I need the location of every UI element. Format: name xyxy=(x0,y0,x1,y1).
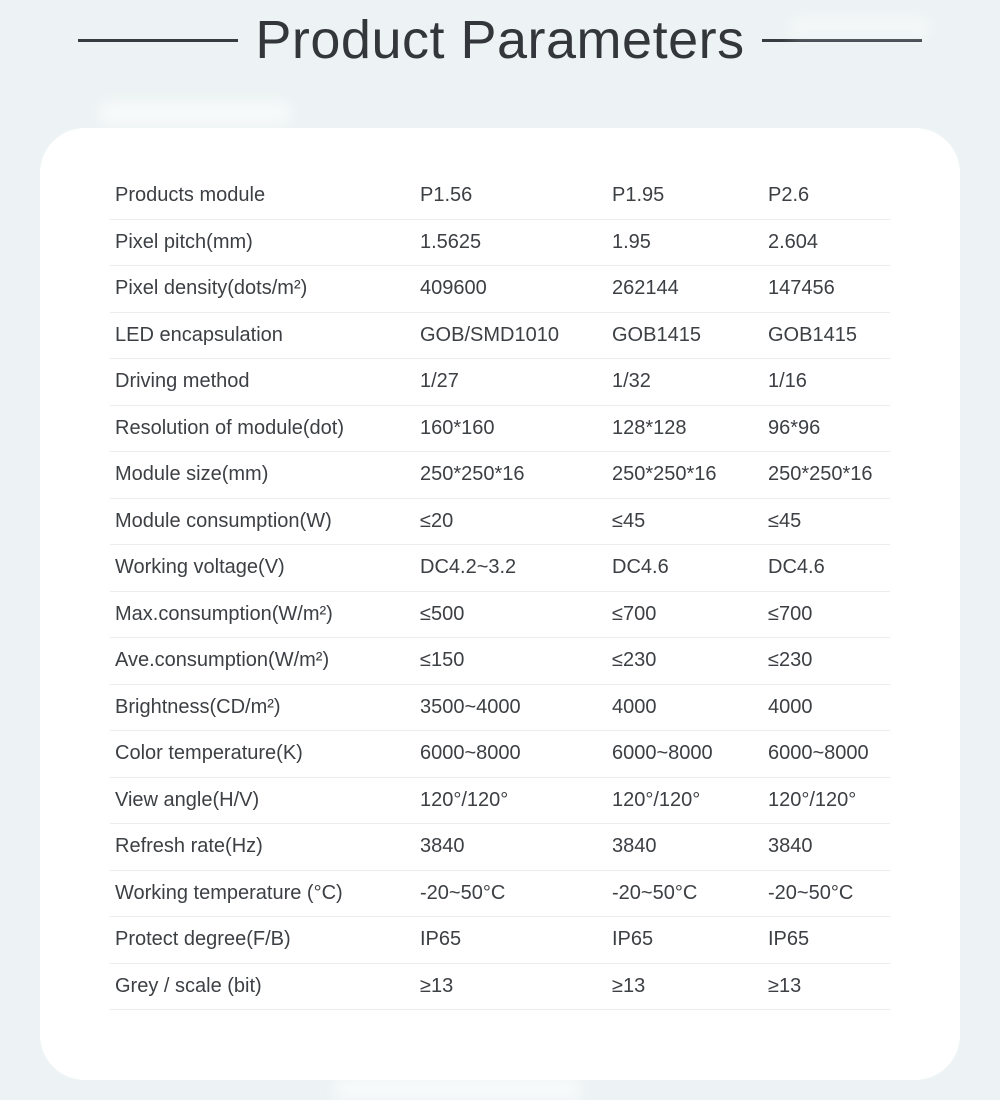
cell-value: 120°/120° xyxy=(420,788,509,811)
table-row xyxy=(110,313,890,360)
cell-value: -20~50°C xyxy=(768,881,854,904)
cell-value: 1/16 xyxy=(768,370,807,393)
table-row xyxy=(110,406,890,453)
cell-value: ≤700 xyxy=(768,602,813,625)
row-label: Brightness(CD/m²) xyxy=(115,695,281,718)
table-row xyxy=(110,266,890,313)
cell-value: ≤230 xyxy=(612,649,657,672)
cell-value: 120°/120° xyxy=(612,788,701,811)
cell-value: ≤150 xyxy=(420,649,465,672)
cell-value: 4000 xyxy=(768,695,813,718)
row-label: Max.consumption(W/m²) xyxy=(115,602,333,625)
table-row xyxy=(110,220,890,267)
spec-table xyxy=(110,173,890,1010)
cell-value: DC4.2~3.2 xyxy=(420,556,517,579)
table-row xyxy=(110,778,890,825)
table-row xyxy=(110,359,890,406)
cell-value: ≤45 xyxy=(768,509,802,532)
cell-value: ≥13 xyxy=(420,974,454,997)
table-row xyxy=(110,638,890,685)
cell-value: GOB1415 xyxy=(612,323,701,346)
spec-card xyxy=(40,128,960,1080)
cell-value: ≤700 xyxy=(612,602,657,625)
row-label: Protect degree(F/B) xyxy=(115,928,291,951)
title-row xyxy=(0,0,1000,70)
row-label: Ave.consumption(W/m²) xyxy=(115,649,330,672)
title-line-left xyxy=(78,39,238,42)
cell-value: ≤20 xyxy=(420,509,454,532)
cell-value: P2.6 xyxy=(768,184,810,207)
cell-value: GOB/SMD1010 xyxy=(420,323,559,346)
row-label: Grey / scale (bit) xyxy=(115,974,262,997)
cell-value: 1/27 xyxy=(420,370,459,393)
cell-value: ≤230 xyxy=(768,649,813,672)
cell-value: 1/32 xyxy=(612,370,651,393)
row-label: Pixel density(dots/m²) xyxy=(115,277,308,300)
table-row xyxy=(110,173,890,220)
cell-value: 2.604 xyxy=(768,230,819,253)
cell-value: IP65 xyxy=(612,928,654,951)
table-row xyxy=(110,917,890,964)
cell-value: 96*96 xyxy=(768,416,821,439)
cell-value: 120°/120° xyxy=(768,788,857,811)
cell-value: ≥13 xyxy=(612,974,646,997)
row-label: View angle(H/V) xyxy=(115,788,260,811)
cell-value: IP65 xyxy=(420,928,462,951)
cell-value: ≤500 xyxy=(420,602,465,625)
row-label: Driving method xyxy=(115,370,250,393)
page-header xyxy=(0,0,1000,128)
cell-value: 250*250*16 xyxy=(420,463,525,486)
table-row xyxy=(110,964,890,1011)
row-label: Products module xyxy=(115,184,266,207)
page-title: Product Parameters xyxy=(255,10,745,70)
row-label: Working temperature (°C) xyxy=(115,881,343,904)
cell-value: P1.56 xyxy=(420,184,473,207)
cell-value: 3500~4000 xyxy=(420,695,521,718)
cell-value: 250*250*16 xyxy=(768,463,873,486)
table-row xyxy=(110,452,890,499)
cell-value: P1.95 xyxy=(612,184,665,207)
cell-value: 3840 xyxy=(768,835,813,858)
cell-value: 262144 xyxy=(612,277,679,300)
row-label: Refresh rate(Hz) xyxy=(115,835,263,858)
table-row xyxy=(110,824,890,871)
row-label: Working voltage(V) xyxy=(115,556,285,579)
cell-value: -20~50°C xyxy=(420,881,506,904)
table-row xyxy=(110,499,890,546)
cell-value: 3840 xyxy=(420,835,465,858)
row-label: Resolution of module(dot) xyxy=(115,416,345,439)
cell-value: IP65 xyxy=(768,928,810,951)
table-row xyxy=(110,871,890,918)
title-line-right xyxy=(762,39,922,42)
cell-value: 147456 xyxy=(768,277,835,300)
cell-value: 6000~8000 xyxy=(768,742,869,765)
table-row xyxy=(110,685,890,732)
table-row xyxy=(110,592,890,639)
row-label: LED encapsulation xyxy=(115,323,283,346)
watermark-bottom xyxy=(335,1079,580,1099)
row-label: Module consumption(W) xyxy=(115,509,332,532)
cell-value: 1.5625 xyxy=(420,230,482,253)
cell-value: DC4.6 xyxy=(768,556,825,579)
cell-value: 128*128 xyxy=(612,416,687,439)
cell-value: 6000~8000 xyxy=(420,742,521,765)
cell-value: GOB1415 xyxy=(768,323,857,346)
cell-value: 160*160 xyxy=(420,416,495,439)
cell-value: 3840 xyxy=(612,835,657,858)
row-label: Module size(mm) xyxy=(115,463,269,486)
cell-value: 4000 xyxy=(612,695,657,718)
row-label: Color temperature(K) xyxy=(115,742,303,765)
table-row xyxy=(110,731,890,778)
cell-value: ≤45 xyxy=(612,509,646,532)
cell-value: DC4.6 xyxy=(612,556,669,579)
cell-value: 250*250*16 xyxy=(612,463,717,486)
cell-value: ≥13 xyxy=(768,974,802,997)
cell-value: 1.95 xyxy=(612,230,651,253)
table-row xyxy=(110,545,890,592)
cell-value: 409600 xyxy=(420,277,487,300)
cell-value: -20~50°C xyxy=(612,881,698,904)
cell-value: 6000~8000 xyxy=(612,742,713,765)
row-label: Pixel pitch(mm) xyxy=(115,230,253,253)
